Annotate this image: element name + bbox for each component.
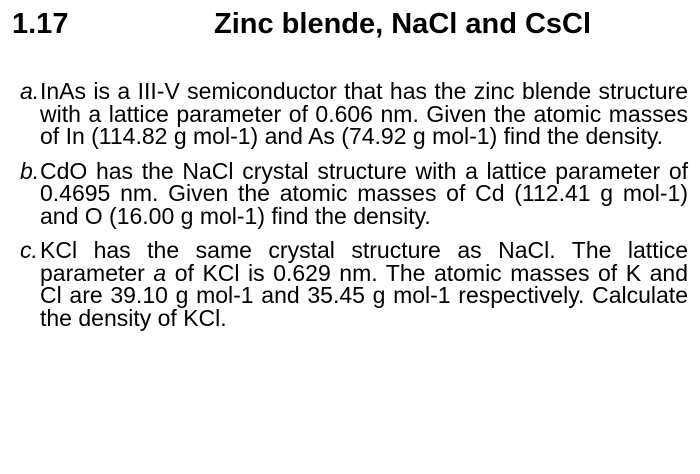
- problem-b-body: CdO has the NaCl crystal structure with a lattice parameter of 0.4695 nm. Given the atomic masses of Cd (112.41 g mol-1) and O (16.00 g mol-1) find the density.: [40, 157, 688, 229]
- problem-a-body: InAs is a III-V semiconductor that has the zinc blende structure with a lattice parameter of 0.606 nm. Given the atomic masses of In (114.82 g mol-1) and As (74.92 g mol-1) find the density.: [40, 78, 688, 149]
- lattice-variable: a: [153, 259, 167, 286]
- problem-b-letter: b.: [20, 157, 40, 184]
- problem-b: [20, 157, 688, 229]
- section-number: 1.17: [12, 8, 69, 40]
- problem-list: [20, 80, 688, 341]
- problem-b-text: [40, 157, 688, 229]
- problem-a-text: [40, 80, 688, 148]
- problem-c-text: [40, 239, 688, 329]
- problem-a-letter: a.: [20, 78, 40, 104]
- section-header: [0, 4, 700, 48]
- problem-c-body: [40, 239, 688, 329]
- section-title: Zinc blende, NaCl and CsCl: [214, 8, 592, 40]
- problem-c-letter: c.: [20, 237, 38, 263]
- problem-c: [20, 239, 688, 329]
- problem-c-text-before: KCl has the same crystal structure as NaCl. The lattice parameter: [40, 237, 688, 286]
- problem-c-text-after: of KCl is 0.629 nm. The atomic masses of K and Cl are 39.10 g mol-1 and 35.45 g mol-1 respectively. Calculate the density of KCl.: [40, 259, 689, 331]
- problem-a: [20, 80, 688, 148]
